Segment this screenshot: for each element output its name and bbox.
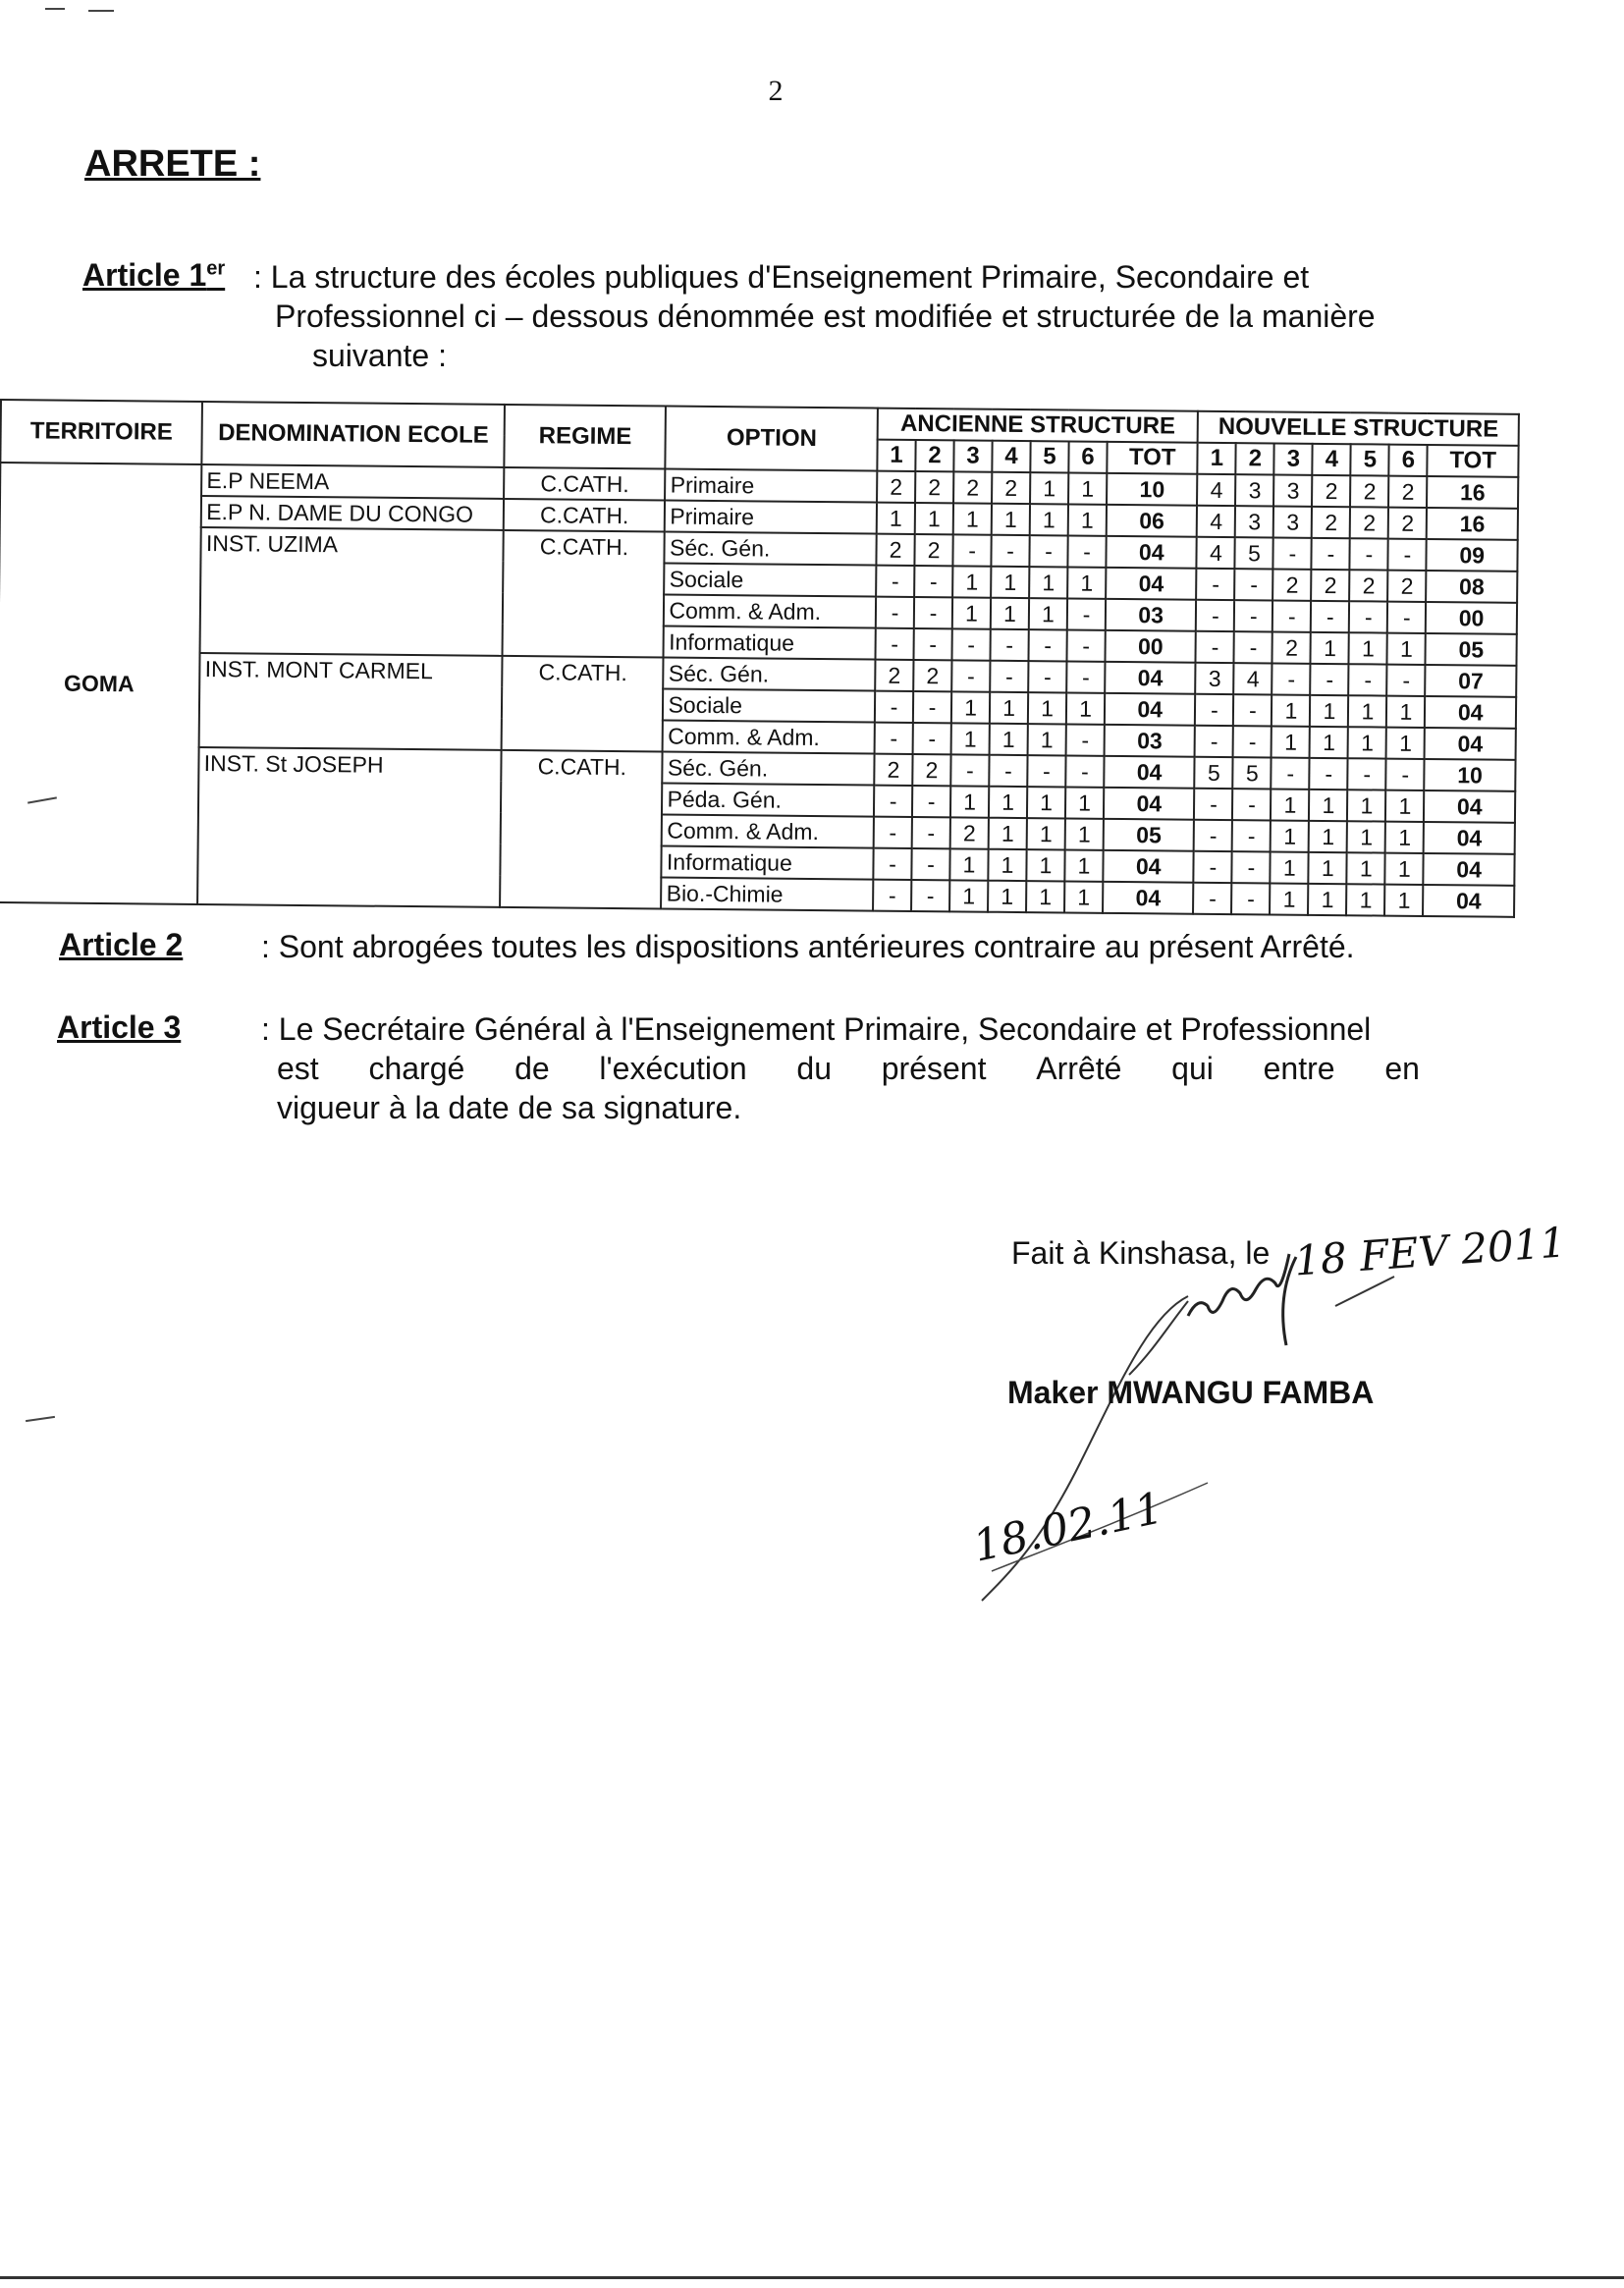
school-name-cell: INST. St JOSEPH [197, 747, 501, 907]
school-structure-table [0, 399, 1520, 918]
new-structure-total: 04 [1425, 696, 1516, 729]
header-col-old-tot: TOT [1107, 442, 1198, 474]
old-structure-total: 10 [1107, 473, 1198, 506]
regime-cell: C.CATH. [504, 467, 666, 501]
page-number: 2 [768, 75, 784, 107]
new-structure-cell: - [1234, 631, 1272, 663]
old-structure-cell: - [914, 628, 952, 660]
new-structure-cell: 2 [1272, 631, 1311, 663]
scan-mark [88, 10, 114, 12]
old-structure-cell: 1 [1068, 504, 1107, 535]
school-name-cell: INST. MONT CARMEL [199, 653, 503, 750]
old-structure-cell: - [1028, 661, 1066, 692]
new-structure-cell: - [1196, 631, 1234, 663]
article-3-word: chargé [368, 1051, 465, 1086]
new-structure-cell: - [1194, 851, 1232, 883]
old-structure-cell: - [913, 723, 951, 754]
new-structure-cell: - [1196, 600, 1234, 631]
page-bottom-edge [0, 2276, 1624, 2279]
new-structure-cell: 5 [1235, 537, 1273, 569]
old-structure-cell: - [875, 723, 913, 754]
header-col-new-tot: TOT [1428, 445, 1519, 477]
old-structure-total: 04 [1104, 788, 1195, 820]
option-cell: Sociale [665, 564, 877, 597]
decree-heading: ARRETE : [84, 143, 261, 185]
new-structure-cell: - [1387, 665, 1426, 696]
article-3-word: de [514, 1051, 550, 1086]
old-structure-cell: 1 [1028, 692, 1066, 724]
header-col-old-3: 3 [953, 440, 992, 471]
old-structure-cell: - [912, 817, 950, 848]
option-cell: Comm. & Adm. [664, 595, 876, 628]
article-3-line: : Le Secrétaire Général à l'Enseignement Primaire, Secondaire et Professionnel [261, 1011, 1372, 1047]
old-structure-cell: - [876, 566, 914, 597]
new-structure-cell: 2 [1273, 569, 1312, 600]
new-structure-cell: - [1233, 726, 1272, 757]
new-structure-cell: 2 [1388, 571, 1427, 602]
old-structure-cell: 1 [952, 566, 991, 597]
old-structure-total: 04 [1103, 850, 1194, 883]
old-structure-cell: - [874, 817, 912, 848]
article-2-text: : Sont abrogées toutes les dispositions antérieures contraire au présent Arrêté. [261, 929, 1355, 964]
old-structure-cell: - [875, 691, 913, 723]
new-structure-cell: 1 [1308, 884, 1346, 915]
old-structure-cell: 1 [949, 880, 988, 911]
new-structure-cell: 3 [1235, 474, 1273, 506]
old-structure-cell: - [1067, 598, 1106, 629]
old-structure-total: 05 [1104, 819, 1195, 851]
new-structure-cell: - [1233, 694, 1272, 726]
new-structure-total: 00 [1426, 602, 1517, 634]
old-structure-cell: - [873, 880, 911, 911]
old-structure-cell: 1 [1064, 881, 1103, 912]
new-structure-cell: - [1310, 758, 1348, 790]
old-structure-cell: 1 [988, 881, 1026, 912]
article-3-label: Article 3 [57, 1009, 182, 1045]
new-structure-cell: 1 [1346, 884, 1384, 915]
handwritten-annotation: 18.02.11 [968, 1483, 1168, 1572]
header-col-new-2: 2 [1236, 443, 1274, 474]
option-cell: Primaire [666, 469, 878, 503]
old-structure-total: 04 [1106, 568, 1197, 600]
article-3-word: qui [1171, 1051, 1214, 1086]
old-structure-cell: 1 [915, 503, 953, 534]
new-structure-total: 04 [1424, 790, 1515, 823]
option-cell: Bio.-Chimie [662, 877, 874, 910]
new-structure-total: 08 [1427, 571, 1518, 603]
old-structure-cell: 2 [953, 471, 992, 503]
new-structure-cell: 1 [1310, 695, 1348, 727]
new-structure-cell: - [1234, 600, 1272, 631]
scan-mark [45, 8, 65, 10]
new-structure-cell: 2 [1388, 476, 1427, 508]
new-structure-cell: 1 [1271, 851, 1309, 883]
new-structure-cell: 1 [1347, 821, 1385, 852]
old-structure-cell: 1 [1067, 567, 1106, 598]
new-structure-cell: 3 [1196, 663, 1234, 694]
header-col-old-1: 1 [877, 440, 915, 471]
new-structure-cell: 5 [1233, 757, 1272, 789]
old-structure-cell: 1 [1064, 849, 1103, 881]
old-structure-cell: - [952, 534, 991, 566]
old-structure-total: 04 [1106, 536, 1197, 569]
old-structure-cell: - [1029, 535, 1067, 567]
new-structure-cell: - [1232, 789, 1271, 820]
old-structure-cell: 1 [1029, 567, 1067, 598]
header-territoire: TERRITOIRE [0, 400, 202, 464]
option-cell: Séc. Gén. [663, 751, 875, 785]
article-3-text [261, 1009, 1420, 1127]
new-structure-cell: - [1272, 757, 1310, 789]
old-structure-cell: 1 [950, 786, 989, 817]
new-structure-cell: - [1272, 600, 1311, 631]
new-structure-cell: 1 [1347, 790, 1385, 821]
new-structure-cell: - [1311, 601, 1349, 632]
old-structure-cell: - [876, 597, 914, 628]
new-structure-cell: - [1388, 539, 1427, 571]
old-structure-cell: - [1067, 629, 1106, 661]
old-structure-cell: - [951, 660, 990, 691]
school-name-cell: E.P NEEMA [201, 464, 504, 499]
header-col-old-5: 5 [1030, 441, 1068, 472]
option-cell: Comm. & Adm. [663, 720, 875, 753]
new-structure-cell: 1 [1271, 789, 1309, 820]
old-structure-cell: - [1065, 755, 1104, 787]
old-structure-total: 06 [1107, 505, 1198, 537]
old-structure-total: 03 [1105, 725, 1196, 757]
regime-cell: C.CATH. [504, 499, 666, 532]
old-structure-cell: 1 [877, 503, 915, 534]
new-structure-cell: - [1349, 601, 1387, 632]
option-cell: Informatique [662, 845, 874, 879]
old-structure-cell: 1 [988, 849, 1026, 881]
new-structure-cell: 1 [1385, 790, 1424, 822]
new-structure-cell: - [1197, 569, 1235, 600]
old-structure-cell: 2 [876, 534, 914, 566]
regime-cell: C.CATH. [500, 750, 663, 909]
new-structure-cell: - [1195, 726, 1233, 757]
new-structure-cell: - [1232, 851, 1271, 883]
new-structure-total: 04 [1423, 885, 1514, 917]
new-structure-cell: 4 [1234, 663, 1272, 694]
new-structure-cell: 4 [1197, 474, 1235, 506]
old-structure-cell: 1 [1027, 787, 1065, 818]
header-col-new-5: 5 [1351, 444, 1389, 475]
new-structure-cell: 2 [1312, 475, 1350, 507]
new-structure-cell: - [1272, 663, 1311, 694]
option-cell: Séc. Gén. [665, 532, 877, 566]
article-2-label: Article 2 [59, 927, 184, 962]
old-structure-cell: 1 [952, 597, 991, 628]
old-structure-cell: 2 [950, 817, 989, 848]
new-structure-cell: - [1348, 758, 1386, 790]
new-structure-cell: 2 [1350, 475, 1388, 507]
new-structure-cell: - [1386, 759, 1425, 790]
new-structure-cell: 4 [1197, 537, 1235, 569]
new-structure-cell: 5 [1195, 757, 1233, 789]
old-structure-cell: 1 [1027, 818, 1065, 849]
article-1-line: Professionnel ci – dessous dénommée est modifiée et structurée de la manière [275, 299, 1376, 334]
old-structure-cell: 1 [991, 567, 1029, 598]
old-structure-cell: 1 [1026, 881, 1064, 912]
old-structure-cell: - [1066, 724, 1105, 755]
old-structure-cell: - [991, 629, 1029, 661]
new-structure-cell: - [1387, 602, 1426, 633]
old-structure-cell: 1 [990, 692, 1028, 724]
old-structure-cell: 1 [1030, 472, 1068, 504]
old-structure-cell: 1 [953, 503, 992, 534]
new-structure-cell: - [1193, 883, 1231, 914]
old-structure-cell: 1 [1065, 818, 1104, 849]
new-structure-cell: 1 [1387, 633, 1426, 665]
old-structure-cell: - [873, 848, 911, 880]
old-structure-total: 04 [1105, 693, 1196, 726]
old-structure-cell: 2 [915, 471, 953, 503]
new-structure-cell: 1 [1349, 632, 1387, 664]
old-structure-cell: 2 [874, 754, 912, 786]
old-structure-cell: 2 [875, 660, 913, 691]
article-3-word: Arrêté [1036, 1051, 1122, 1086]
new-structure-cell: - [1350, 538, 1388, 570]
header-col-old-6: 6 [1068, 441, 1107, 472]
option-cell: Péda. Gén. [662, 783, 874, 816]
old-structure-cell: 1 [1065, 787, 1104, 818]
new-structure-cell: - [1235, 569, 1273, 600]
header-regime: REGIME [505, 405, 667, 469]
new-structure-cell: 1 [1385, 822, 1424, 853]
old-structure-total: 04 [1103, 882, 1194, 914]
new-structure-cell: 1 [1272, 726, 1310, 757]
old-structure-cell: - [990, 661, 1028, 692]
regime-cell: C.CATH. [502, 656, 664, 752]
new-structure-total: 04 [1424, 822, 1515, 854]
old-structure-cell: 2 [877, 471, 915, 503]
article-3-word: en [1384, 1051, 1420, 1086]
article-3-line [261, 1049, 1420, 1088]
old-structure-cell: - [911, 848, 949, 880]
old-structure-cell: - [913, 691, 951, 723]
old-structure-cell: 1 [1030, 504, 1068, 535]
old-structure-cell: - [952, 628, 991, 660]
old-structure-cell: - [911, 880, 949, 911]
new-structure-total: 09 [1427, 539, 1518, 572]
article-3-word: l'exécution [599, 1051, 747, 1086]
option-cell: Séc. Gén. [664, 658, 876, 691]
old-structure-cell: - [991, 535, 1029, 567]
new-structure-cell: 2 [1350, 507, 1388, 538]
new-structure-cell: 1 [1309, 821, 1347, 852]
old-structure-cell: 2 [992, 472, 1030, 504]
new-structure-cell: 3 [1235, 506, 1273, 537]
old-structure-cell: - [950, 754, 989, 786]
header-col-old-4: 4 [992, 441, 1030, 472]
new-structure-cell: 1 [1311, 632, 1349, 664]
option-cell: Comm. & Adm. [662, 814, 874, 847]
old-structure-cell: 1 [992, 504, 1030, 535]
new-structure-cell: 3 [1273, 506, 1312, 537]
header-col-new-3: 3 [1274, 443, 1313, 474]
old-structure-cell: - [1027, 755, 1065, 787]
new-structure-cell: 1 [1385, 853, 1424, 885]
new-structure-total: 16 [1427, 508, 1518, 540]
scan-mark [26, 1416, 55, 1422]
new-structure-cell: 2 [1312, 570, 1350, 601]
new-structure-cell: - [1231, 883, 1270, 914]
old-structure-cell: - [874, 786, 912, 817]
new-structure-cell: - [1194, 789, 1232, 820]
article-1-line: suivante : [312, 338, 447, 373]
old-structure-cell: 2 [914, 534, 952, 566]
new-structure-total: 05 [1426, 633, 1517, 666]
signature-date: 18 FEV 2011 [1292, 1218, 1568, 1285]
new-structure-total: 04 [1425, 728, 1516, 760]
new-structure-cell: 2 [1312, 507, 1350, 538]
article-3-line: vigueur à la date de sa signature. [277, 1090, 742, 1125]
new-structure-cell: 1 [1310, 727, 1348, 758]
header-ancienne-structure: ANCIENNE STRUCTURE [878, 409, 1199, 443]
new-structure-cell: 2 [1388, 508, 1427, 539]
territoire-cell: GOMA [0, 463, 202, 904]
new-structure-cell: 1 [1347, 852, 1385, 884]
article-3-word: du [796, 1051, 832, 1086]
old-structure-cell: - [914, 597, 952, 628]
article-1-text [253, 257, 1432, 375]
new-structure-cell: 1 [1271, 820, 1309, 851]
old-structure-cell: - [912, 786, 950, 817]
new-structure-total: 10 [1425, 759, 1516, 791]
article-1-line: : La structure des écoles publiques d'Enseignement Primaire, Secondaire et [253, 259, 1310, 295]
old-structure-total: 03 [1106, 599, 1197, 631]
old-structure-cell: 1 [951, 691, 990, 723]
old-structure-total: 00 [1106, 630, 1197, 663]
old-structure-cell: 1 [1029, 598, 1067, 629]
article-3-word: entre [1263, 1051, 1335, 1086]
new-structure-cell: 3 [1273, 474, 1312, 506]
old-structure-cell: 1 [951, 723, 990, 754]
header-col-old-2: 2 [915, 440, 953, 471]
old-structure-cell: 1 [949, 848, 988, 880]
new-structure-cell: 1 [1348, 727, 1386, 758]
article-1-label: Article 1er [82, 257, 226, 293]
new-structure-cell: 1 [1309, 852, 1347, 884]
old-structure-cell: - [1029, 629, 1067, 661]
old-structure-cell: - [989, 755, 1027, 787]
old-structure-cell: 1 [989, 818, 1027, 849]
new-structure-cell: - [1194, 820, 1232, 851]
new-structure-cell: - [1273, 537, 1312, 569]
old-structure-cell: - [914, 566, 952, 597]
new-structure-cell: - [1195, 694, 1233, 726]
new-structure-cell: 1 [1348, 695, 1386, 727]
option-cell: Sociale [663, 688, 875, 722]
new-structure-cell: 1 [1386, 696, 1425, 728]
old-structure-cell: - [1066, 661, 1105, 692]
old-structure-cell: - [1067, 535, 1106, 567]
table-header-row [1, 400, 1519, 446]
old-structure-cell: 2 [912, 754, 950, 786]
article-3-word: présent [881, 1051, 987, 1086]
old-structure-cell: 1 [991, 598, 1029, 629]
new-structure-total: 16 [1427, 476, 1518, 509]
old-structure-cell: 1 [989, 787, 1027, 818]
old-structure-cell: 1 [990, 724, 1028, 755]
option-cell: Primaire [665, 501, 877, 534]
header-nouvelle-structure: NOUVELLE STRUCTURE [1198, 411, 1519, 446]
new-structure-cell: 4 [1197, 506, 1235, 537]
signer-name: Maker MWANGU FAMBA [1007, 1375, 1375, 1410]
old-structure-total: 04 [1105, 662, 1196, 694]
regime-cell: C.CATH. [503, 530, 665, 658]
new-structure-cell: 1 [1309, 790, 1347, 821]
header-option: OPTION [666, 407, 878, 471]
school-name-cell: E.P N. DAME DU CONGO [201, 496, 504, 530]
new-structure-cell: - [1232, 820, 1271, 851]
new-structure-total: 07 [1426, 665, 1517, 697]
old-structure-total: 04 [1104, 756, 1195, 789]
option-cell: Informatique [664, 626, 876, 660]
header-denomination: DENOMINATION ECOLE [202, 402, 506, 467]
new-structure-cell: 1 [1270, 883, 1308, 914]
old-structure-cell: 2 [913, 660, 951, 691]
new-structure-cell: - [1311, 664, 1349, 695]
header-col-new-6: 6 [1389, 445, 1428, 476]
new-structure-cell: 1 [1386, 728, 1425, 759]
school-name-cell: INST. UZIMA [200, 527, 504, 656]
header-col-new-4: 4 [1313, 444, 1351, 475]
new-structure-cell: 1 [1272, 694, 1310, 726]
new-structure-total: 04 [1424, 853, 1515, 886]
signature-place: Fait à Kinshasa, le [1011, 1235, 1271, 1271]
new-structure-cell: - [1312, 538, 1350, 570]
new-structure-cell: - [1349, 664, 1387, 695]
new-structure-cell: 1 [1384, 885, 1423, 916]
article-3-word: est [277, 1051, 319, 1086]
old-structure-cell: 1 [1066, 692, 1105, 724]
old-structure-cell: 1 [1068, 472, 1107, 504]
old-structure-cell: - [876, 628, 914, 660]
old-structure-cell: 1 [1028, 724, 1066, 755]
old-structure-cell: 1 [1026, 849, 1064, 881]
header-col-new-1: 1 [1198, 443, 1236, 474]
new-structure-cell: 2 [1350, 570, 1388, 601]
